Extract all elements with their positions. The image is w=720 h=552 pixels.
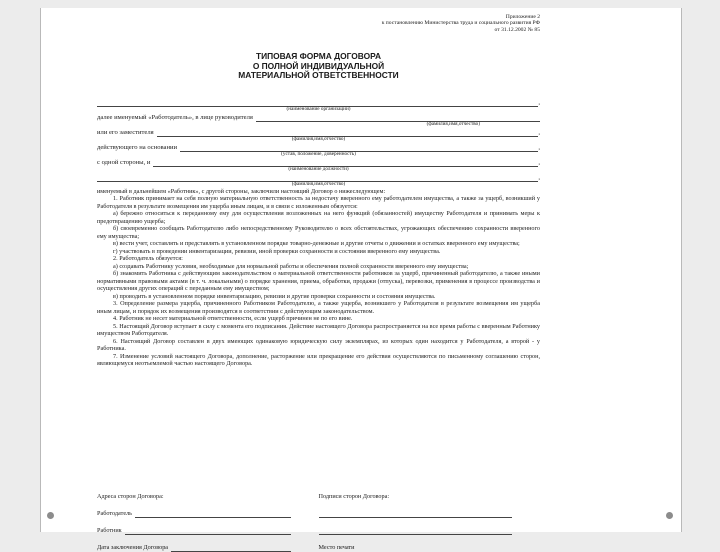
employee-name-line: , (97, 173, 540, 182)
basis-hint: (устав, положение, доверенность) (97, 152, 540, 158)
contract-paragraph: б) знакомить Работника с действующим законодательством о материальной ответственности работников за ущерб, причиненный работодателю, а также иными нормативными правовыми актами (в т. ч. локальными) о порядке хранения, приема, обработки, продажи (отпуска), перевозки, применения в процессе производства и осуществления других операций с переданным ему имуществом; (97, 270, 540, 293)
side-text: с одной стороны, и (97, 159, 150, 168)
employer-signature-row (97, 501, 540, 518)
contract-paragraph: 4. Работник не несет материальной ответственности, если ущерб причинен не по его вине. (97, 315, 540, 323)
employee-signature-line (319, 528, 513, 535)
appendix-note (320, 14, 540, 33)
contract-paragraph: а) бережно относиться к переданному ему для осуществления возложенных на него функций (обязанностей) имуществу Работодателя и принимать меры к предотвращению ущерба; (97, 210, 540, 225)
contract-date-line (171, 545, 290, 552)
title-line: О ПОЛНОЙ ИНДИВИДУАЛЬНОЙ (97, 62, 540, 72)
employer-address-line (135, 511, 291, 518)
fio-hint: (фамилия,имя,отчество) (97, 122, 540, 128)
contract-paragraph: а) создавать Работнику условия, необходимые для нормальной работы и обеспечения полной сохранности вверенного ему имущества; (97, 263, 540, 271)
contract-paragraph: именуемый в дальнейшем «Работник», с другой стороны, заключили настоящий Договор о нижеследующем: (97, 188, 540, 196)
title-line: МАТЕРИАЛЬНОЙ ОТВЕТСТВЕННОСТИ (97, 71, 540, 81)
contract-paragraph: 1. Работник принимает на себя полную материальную ответственность за недостачу вверенного ему работодателем имущества, а также за ущерб, возникший у Работодателя в результате возмещения им ущерба иным лицам, и в связи с изложенным обязуется: (97, 195, 540, 210)
employer-text: далее именуемый «Работодатель», в лице руководителя (97, 114, 253, 123)
contract-paragraph: 5. Настоящий Договор вступает в силу с момента его подписания. Действие настоящего Договора распространяется на все время работы с вверенным Работнику имуществом Работодателя. (97, 323, 540, 338)
document-body (97, 98, 540, 368)
appendix-line: Приложение 2 (320, 14, 540, 20)
right-dot-marker (666, 512, 673, 519)
appendix-line: от 31.12.2002 № 85 (320, 27, 540, 33)
basis-text: действующего на основании (97, 144, 177, 153)
employee-signature-row (97, 518, 540, 535)
signature-headers (97, 484, 540, 501)
basis-line: действующего на основании , (97, 143, 540, 152)
date-row (97, 535, 540, 552)
contract-paragraph: б) своевременно сообщать Работодателю либо непосредственному Руководителю о всех обстоятельствах, угрожающих обеспечению сохранности вверенного ему имущества; (97, 225, 540, 240)
org-name-hint: (наименование организации) (97, 107, 540, 113)
fio-hint: (фамилия,имя,отчество) (97, 182, 540, 188)
seal-place-label: Место печати (319, 544, 355, 552)
employer-signature-line (319, 511, 513, 518)
employee-label: Работник (97, 527, 122, 536)
deputy-text: или его заместителя (97, 129, 154, 138)
contract-paragraph: в) вести учет, составлять и представлять в установленном порядке товарно-денежные и другие отчеты о движении и остатках вверенного ему имущества; (97, 240, 540, 248)
left-dot-marker (47, 512, 54, 519)
side-line: с одной стороны, и , (97, 158, 540, 167)
contract-paragraph: 7. Изменение условий настоящего Договора, дополнение, расторжение или прекращение его действия осуществляются по письменному соглашению сторон, являющемуся неотъемлемой частью настоящего Договора. (97, 353, 540, 368)
deputy-line: или его заместителя , (97, 128, 540, 137)
signatures-block (97, 484, 540, 552)
contract-paragraph: 6. Настоящий Договор составлен в двух имеющих одинаковую юридическую силу экземплярах, из которых один находится у Работодателя, а второй - у Работника. (97, 338, 540, 353)
appendix-line: к постановлению Министерства труда и социального развития РФ (320, 20, 540, 26)
contract-paragraph: в) проводить в установленном порядке инвентаризацию, ревизии и другие проверки сохранности и состояния имущества. (97, 293, 540, 301)
position-hint: (наименование должности) (97, 167, 540, 173)
contract-date-label: Дата заключения Договора (97, 544, 168, 552)
org-name-line: , (97, 98, 540, 107)
contract-paragraph: г) участвовать в проведении инвентаризации, ревизии, иной проверки сохранности и состояния вверенного ему имущества. (97, 248, 540, 256)
document-title (97, 52, 540, 81)
employee-address-line (125, 528, 291, 535)
contract-paragraph: 3. Определение размера ущерба, причиненного Работником Работодателю, а также ущерба, возникшего у Работодателя в результате возмещения им ущерба иным лицам, и порядок их возмещения производятся в соответствии с действующим законодательством. (97, 300, 540, 315)
employer-label: Работодатель (97, 510, 132, 519)
addresses-label: Адреса сторон Договора: (97, 493, 164, 502)
signatures-label: Подписи сторон Договора: (319, 493, 390, 502)
fio-hint: (фамилия,имя,отчество) (97, 137, 540, 143)
title-line: ТИПОВАЯ ФОРМА ДОГОВОРА (97, 52, 540, 62)
contract-paragraph: 2. Работодатель обязуется: (97, 255, 540, 263)
